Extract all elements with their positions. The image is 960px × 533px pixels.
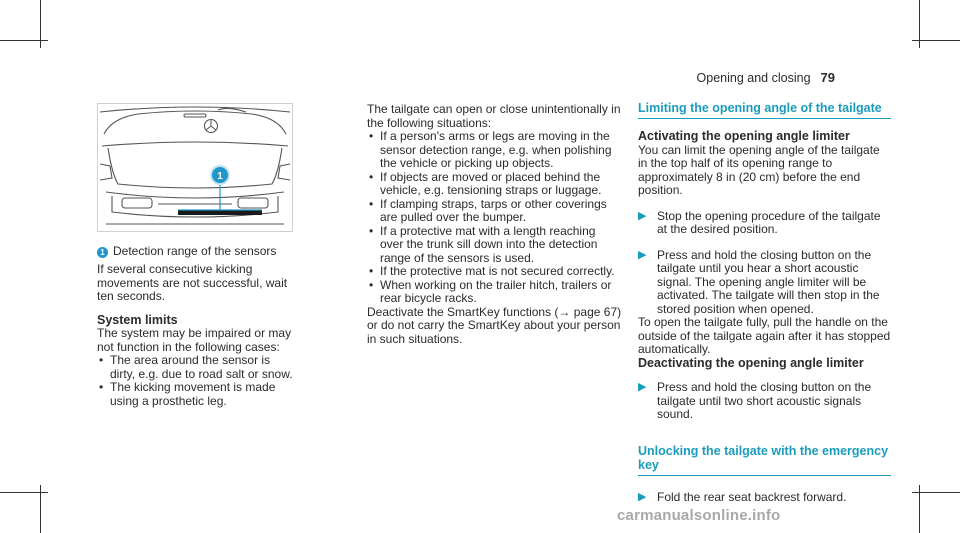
column-right <box>638 101 891 504</box>
list-item: • If clamping straps, tarps or other coverings are pulled over the bumper. <box>367 198 622 225</box>
header-title: Opening and closing <box>696 71 811 85</box>
section-title-limiting: Limiting the opening angle of the tailgate <box>638 101 891 119</box>
column-middle <box>367 103 622 346</box>
caption-number: 1 <box>97 247 108 258</box>
car-rear-drawing <box>98 104 292 231</box>
step-arrow-icon: ▶ <box>638 209 647 222</box>
list-item: • If the protective mat is not secured correctly. <box>367 265 622 279</box>
paragraph: If several consecutive kicking movements are not successful, wait ten seconds. <box>97 262 288 303</box>
paragraph: To open the tailgate fully, pull the handle on the outside of the tailgate again after it has stopped automatically. <box>638 315 891 356</box>
column-left <box>97 263 297 408</box>
step-arrow-icon: ▶ <box>638 490 647 503</box>
paragraph: You can limit the opening angle of the tailgate in the top half of its opening range to approximately 8 in (20 cm) before the end position. <box>638 142 880 197</box>
list-item: • If objects are moved or placed behind the vehicle, e.g. tensioning straps or luggage. <box>367 171 622 198</box>
step-arrow-icon: ▶ <box>638 248 647 261</box>
watermark-text: carmanualsonline.info <box>617 507 781 524</box>
heading-activating: Activating the opening angle limiter <box>638 129 850 143</box>
paragraph: The tailgate can open or close unintentionally in the following situations: <box>367 102 621 130</box>
figure-caption <box>97 245 276 259</box>
list-item: • If a protective mat with a length reaching over the trunk sill down into the detection range of the sensors is used. <box>367 225 622 266</box>
crop-mark <box>912 40 960 41</box>
list-item: • When working on the trailer hitch, trailers or rear bicycle racks. <box>367 279 622 306</box>
bullet-list <box>97 354 297 408</box>
paragraph: The system may be impaired or may not function in the following cases: <box>97 326 292 354</box>
list-item: • The kicking movement is made using a prosthetic leg. <box>97 381 297 408</box>
heading-deactivating: Deactivating the opening angle limiter <box>638 355 864 370</box>
car-rear-illustration <box>97 103 293 232</box>
step-text: Fold the rear seat backrest forward. <box>657 489 847 504</box>
crop-mark <box>0 492 48 493</box>
step-item <box>638 210 891 237</box>
page-number: 79 <box>820 70 835 85</box>
step-item <box>638 381 891 422</box>
crop-mark <box>0 40 48 41</box>
step-text: Stop the opening procedure of the tailgate at the desired position. <box>657 208 881 236</box>
heading-system-limits: System limits <box>97 312 178 327</box>
caption-text: Detection range of the sensors <box>113 244 277 258</box>
page-header <box>697 71 835 86</box>
section-title-unlocking: Unlocking the tailgate with the emergency key <box>638 444 891 476</box>
crop-mark <box>912 492 960 493</box>
step-item <box>638 249 891 317</box>
bullet-list <box>367 130 622 306</box>
step-text: Press and hold the closing button on the tailgate until two short acoustic signals sound. <box>657 380 872 421</box>
paragraph: Deactivate the SmartKey functions (→ page 67) or do not carry the SmartKey about your person in such situations. <box>367 304 622 346</box>
list-item: • The area around the sensor is dirty, e.g. due to road salt or snow. <box>97 354 297 381</box>
callout-number: 1 <box>217 171 223 182</box>
list-item: • If a person's arms or legs are moving in the sensor detection range, e.g. when polishing the vehicle or picking up objects. <box>367 130 622 171</box>
step-item <box>638 491 891 505</box>
step-arrow-icon: ▶ <box>638 381 647 393</box>
step-text: Press and hold the closing button on the tailgate until you hear a short acoustic signal. The opening angle limiter will be activated. The tailgate will then stop in the stored position when opened. <box>657 247 880 316</box>
